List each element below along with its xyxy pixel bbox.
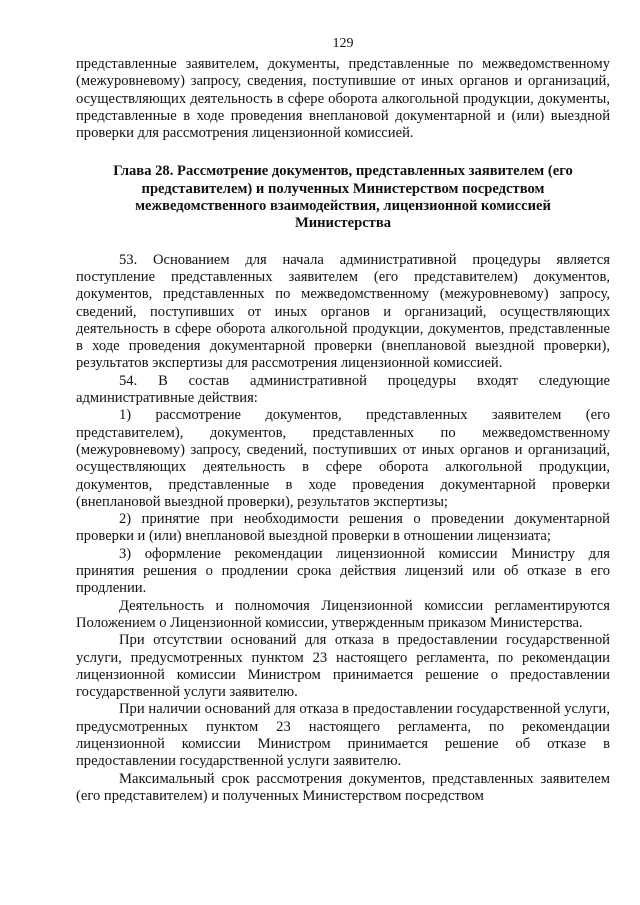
intro-paragraph: представленные заявителем, документы, представленные по межведомственному (межуровневому) запросу, сведения, поступившие от иных органов и организаций, осуществляющих деятельность в сфере оборота алкогольной продукции, документы, представленные в ходе проведения внеплановой документарной и (или) выездной проверки для рассмотрения лицензионной комиссией. xyxy=(76,56,610,142)
list-item-2: 2) принятие при необходимости решения о проведении документарной проверки и (или) внеплановой выездной проверки в отношении лицензиата; xyxy=(76,511,610,545)
paragraph-commission-powers: Деятельность и полномочия Лицензионной комиссии регламентируются Положением о Лицензионной комиссии, утвержденным приказом Министерства. xyxy=(76,597,610,631)
chapter-heading: Глава 28. Рассмотрение документов, представленных заявителем (его представителем) и полученных Министерством посредством межведомственного взаимодействия, лицензионной комиссией Министерства xyxy=(113,163,573,232)
paragraph-max-term: Максимальный срок рассмотрения документов, представленных заявителем (его представителем) и полученных Министерством посредством xyxy=(76,770,610,804)
paragraph-53: 53. Основанием для начала административной процедуры является поступление представленных заявителем (его представителем) документов, документов, представленных по межведомственному (межуровневому) запросу, сведений, поступивших от иных органов и организаций, осуществляющих деятельность в сфере оборота алкогольной продукции, документов, представленные в ходе проведения документарной проверки (внеплановой выездной проверки), результатов экспертизы для рассмотрения лицензионной комиссией. xyxy=(76,251,610,372)
page-number: 129 xyxy=(332,36,354,51)
document-page xyxy=(76,36,610,805)
paragraph-refusal-grounds: При наличии оснований для отказа в предоставлении государственной услуги, предусмотренных пунктом 23 настоящего регламента, по рекомендации лицензионной комиссии Министром принимается решение об отказе в предоставлении государственной услуги заявителю. xyxy=(76,701,610,770)
list-item-3: 3) оформление рекомендации лицензионной комиссии Министру для принятия решения о продлении срока действия лицензий или об отказе в его продлении. xyxy=(76,545,610,597)
paragraph-no-refusal-grounds: При отсутствии оснований для отказа в предоставлении государственной услуги, предусмотренных пунктом 23 настоящего регламента, по рекомендации лицензионной комиссии Министром принимается решение о предоставлении государственной услуги заявителю. xyxy=(76,632,610,701)
paragraph-54: 54. В состав административной процедуры входят следующие административные действия: xyxy=(76,372,610,407)
list-item-1: 1) рассмотрение документов, представленных заявителем (его представителем), документов, представленных по межведомственному (межуровневому) запросу, сведений, поступивших от иных органов и организаций, осуществляющих деятельность в сфере оборота алкогольной продукции, документов, представленные в ходе проведения документарной проверки (внеплановой выездной проверки), результатов экспертизы; xyxy=(76,407,610,510)
